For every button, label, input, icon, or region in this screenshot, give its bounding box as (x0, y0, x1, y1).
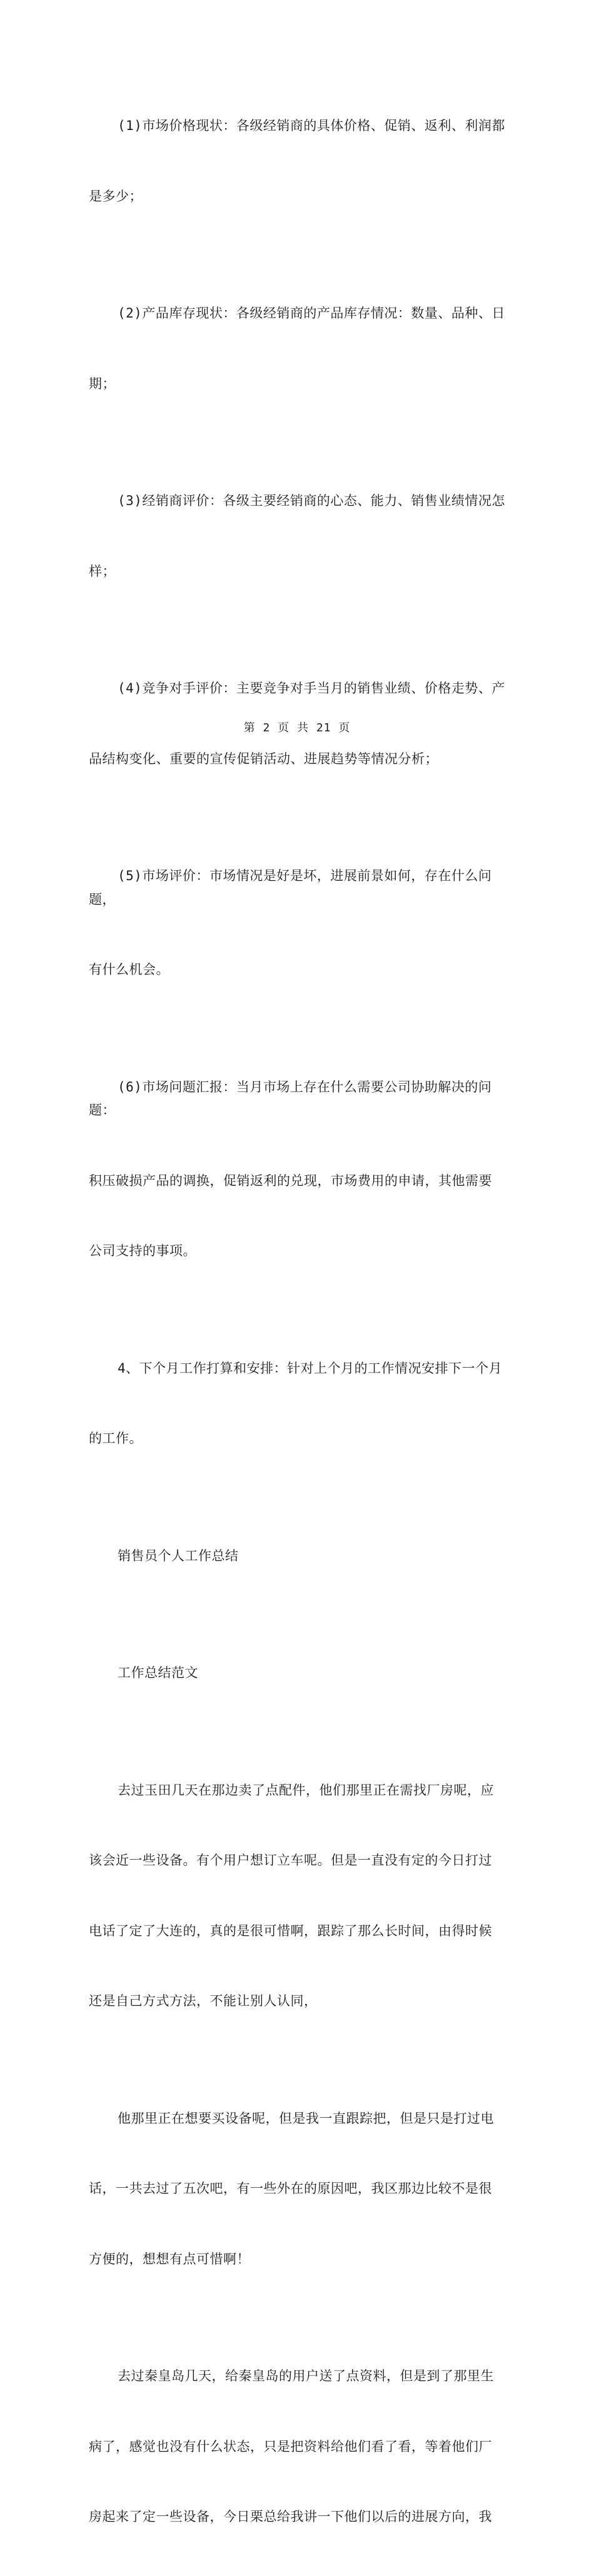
text-line: (5)市场评价：市场情况是好是坏，进展前景如何，存在什么问题， (89, 868, 492, 907)
paragraph-market-eval (89, 818, 506, 1029)
page-number-footer: 第 2 页 共 21 页 (243, 721, 351, 734)
text-line: (3)经销商评价：各级主要经销商的心态、能力、销售业绩情况怎 (118, 493, 505, 508)
heading-sample (89, 1615, 506, 1732)
text-line: 房起来了定一些设备，今日栗总给我讲一下他们以后的进展方向，我 (89, 2509, 492, 2524)
paragraph-dealer-eval (89, 443, 506, 630)
paragraph-next-month (89, 1310, 506, 1498)
text-line: 工作总结范文 (118, 1665, 198, 1680)
paragraph-market-price (89, 68, 506, 255)
paragraph-yutian (89, 1732, 506, 2060)
text-line: (4)竞争对手评价：主要竞争对手当月的销售业绩、价格走势、产 (118, 681, 505, 696)
paragraph-equipment (89, 2060, 506, 2318)
text-line: 样； (89, 563, 116, 579)
text-line: 还是自己方式方法，不能让别人认同， (89, 1993, 318, 2008)
text-line: 期； (89, 376, 116, 391)
paragraph-market-issues (89, 1029, 506, 1310)
text-line: 去过玉田几天在那边卖了点配件，他们那里正在需找厂房呢，应 (118, 1782, 494, 1798)
heading-summary (89, 1498, 506, 1615)
text-line: 方便的，想想有点可惜啊！ (89, 2251, 250, 2267)
text-line: 的工作。 (89, 1431, 143, 1446)
text-line: 电话了定了大连的，真的是很可惜啊，跟踪了那么长时间，由得时候 (89, 1923, 492, 1938)
text-line: 病了，感觉也没有什么状态，只是把资料给他们看了看，等着他们厂 (89, 2438, 492, 2454)
text-line: (6)市场问题汇报：当月市场上存在什么需要公司协助解决的问题： (89, 1079, 492, 1118)
text-line: 去过秦皇岛几天，给秦皇岛的用户送了点资料，但是到了那里生 (118, 2368, 494, 2383)
text-line: 公司支持的事项。 (89, 1243, 196, 1258)
text-line: 4、下个月工作打算和安排：针对上个月的工作情况安排下一个月 (118, 1360, 503, 1376)
paragraph-inventory (89, 255, 506, 443)
text-line: 品结构变化、重要的宣传促销活动、进展趋势等情况分析； (89, 751, 438, 766)
text-line: (2)产品库存现状：各级经销商的产品库存情况：数量、品种、日 (118, 306, 505, 321)
text-line: 话，一共去过了五次吧，有一些外在的原因吧，我区那边比较不是很 (89, 2181, 492, 2196)
text-line: 该会近一些设备。有个用户想订立车呢。但是一直没有定的今日打过 (89, 1853, 492, 1868)
text-line: 是多少； (89, 188, 143, 204)
text-line: 积压破损产品的调换，促销返利的兑现，市场费用的申请，其他需要 (89, 1173, 492, 1188)
text-line: (1)市场价格现状：各级经销商的具体价格、促销、返利、利润都 (118, 118, 505, 133)
text-line: 他那里正在想要买设备呢，但是我一直跟踪把，但是只是打过电 (118, 2110, 494, 2126)
paragraph-qinhuangdao (89, 2318, 506, 2576)
document-body (89, 68, 506, 2576)
text-line: 有什么机会。 (89, 962, 169, 977)
text-line: 销售员个人工作总结 (118, 1548, 239, 1563)
